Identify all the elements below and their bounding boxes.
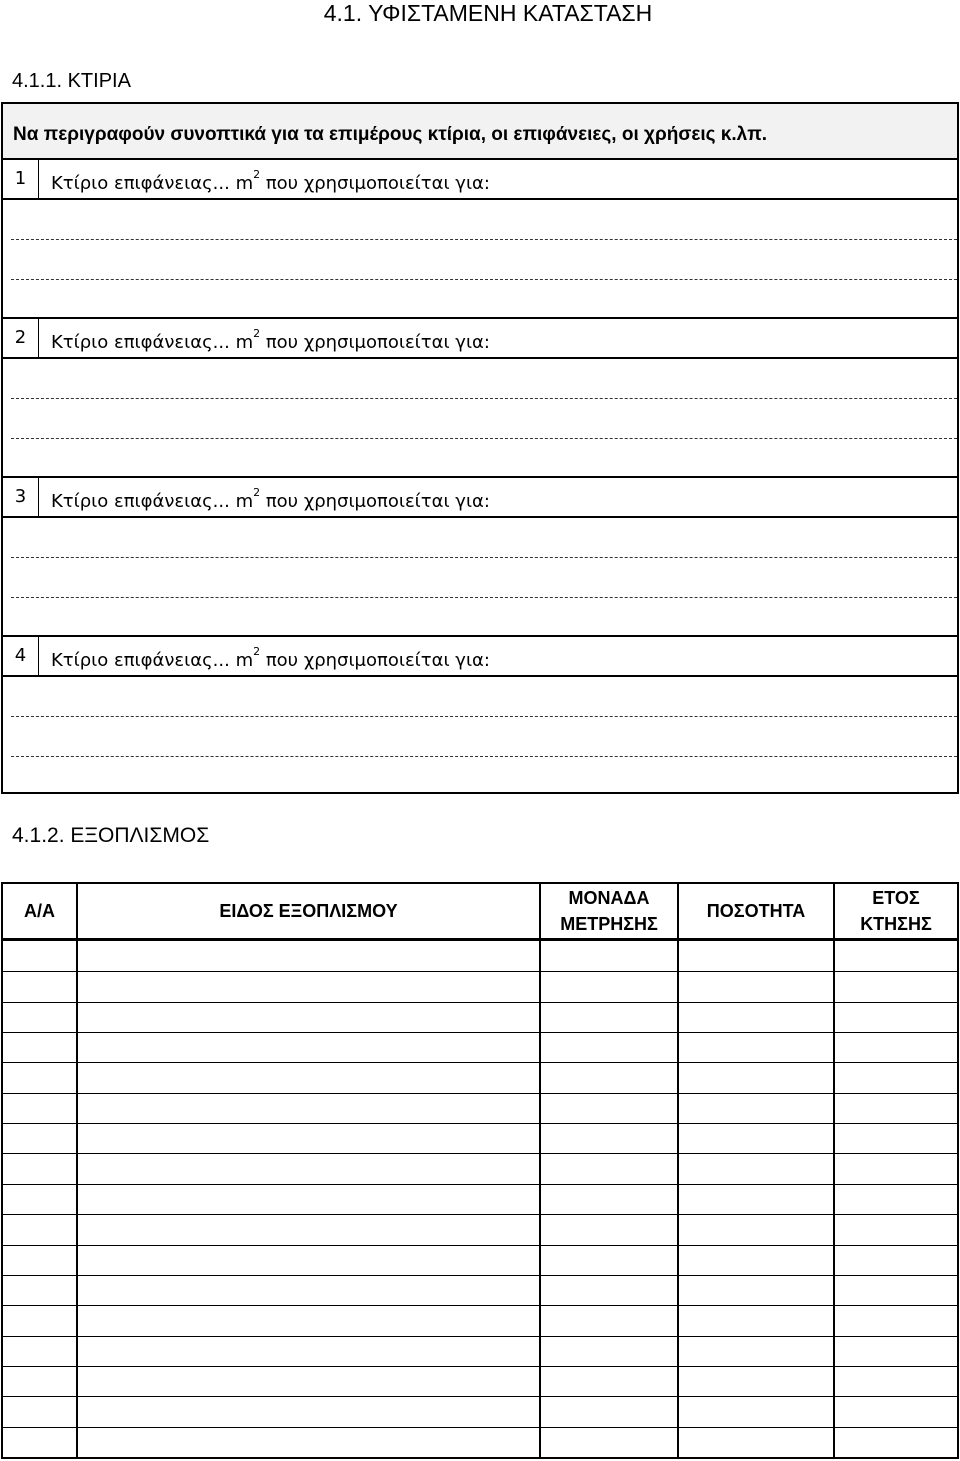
column-divider: [76, 884, 78, 1457]
table-row-line: [3, 1002, 957, 1003]
building-row: [3, 160, 957, 200]
equipment-heading: 4.1.2. ΕΞΟΠΛΙΣΜΟΣ: [12, 824, 210, 847]
buildings-table: [1, 102, 959, 794]
column-header-year: ΕΤΟΣ ΚΤΗΣΗΣ: [860, 888, 932, 934]
building-number: 3: [3, 478, 39, 516]
column-header-quantity: ΠΟΣΟΤΗΤΑ: [706, 901, 806, 921]
dotted-write-line[interactable]: [11, 398, 957, 399]
dotted-write-line[interactable]: [11, 597, 957, 598]
column-divider: [539, 884, 541, 1457]
building-description[interactable]: Κτίριο επιφάνειας... $m^2$ που χρησιμοποιείται για:: [51, 168, 490, 194]
table-row-line: [3, 1032, 957, 1033]
table-row-line: [3, 1336, 957, 1337]
building-description[interactable]: Κτίριο επιφάνειας... $m^2$ που χρησιμοποιείται για:: [51, 486, 490, 512]
equipment-table: [1, 882, 959, 1459]
table-row-line: [3, 1396, 957, 1397]
building-number: 2: [3, 319, 39, 357]
dotted-write-line[interactable]: [11, 279, 957, 280]
buildings-heading: 4.1.1. ΚΤΙΡΙΑ: [12, 70, 131, 92]
column-header-aa: Α/Α: [24, 901, 55, 921]
building-block-1: [3, 160, 957, 319]
building-block-4: [3, 637, 957, 796]
table-row-line: [3, 1427, 957, 1428]
building-description[interactable]: Κτίριο επιφάνειας... $m^2$ που χρησιμοποιείται για:: [51, 645, 490, 671]
table-row-line: [3, 1062, 957, 1063]
table-row-line: [3, 1123, 957, 1124]
dotted-write-line[interactable]: [11, 557, 957, 558]
building-number: 1: [3, 160, 39, 198]
table-row-line: [3, 1275, 957, 1276]
table-row-line: [3, 1214, 957, 1215]
building-row: [3, 637, 957, 677]
table-row-line: [3, 1184, 957, 1185]
building-row: [3, 478, 957, 518]
equipment-table-header: [3, 884, 957, 941]
building-block-2: [3, 319, 957, 478]
dotted-write-line[interactable]: [11, 239, 957, 240]
column-header-unit: ΜΟΝΑΔΑ ΜΕΤΡΗΣΗΣ: [560, 888, 658, 934]
dotted-write-line[interactable]: [11, 716, 957, 717]
column-divider: [833, 884, 835, 1457]
table-row-line: [3, 971, 957, 972]
buildings-instruction: Να περιγραφούν συνοπτικά για τα επιμέρους κτίρια, οι επιφάνειες, οι χρήσεις κ.λπ.: [3, 104, 957, 160]
dotted-write-line[interactable]: [11, 438, 957, 439]
table-row-line: [3, 1366, 957, 1367]
table-row-line: [3, 1305, 957, 1306]
dotted-write-line[interactable]: [11, 756, 957, 757]
table-row-line: [3, 1093, 957, 1094]
building-number: 4: [3, 637, 39, 675]
building-description[interactable]: Κτίριο επιφάνειας... $m^2$ που χρησιμοποιείται για:: [51, 327, 490, 353]
column-divider: [677, 884, 679, 1457]
page-title: 4.1. ΥΦΙΣΤΑΜΕΝΗ ΚΑΤΑΣΤΑΣΗ: [323, 0, 653, 26]
building-row: [3, 319, 957, 359]
column-header-equipment-type: ΕΙΔΟΣ ΕΞΟΠΛΙΣΜΟΥ: [219, 901, 398, 921]
table-row-line: [3, 1153, 957, 1154]
building-block-3: [3, 478, 957, 637]
table-row-line: [3, 1245, 957, 1246]
